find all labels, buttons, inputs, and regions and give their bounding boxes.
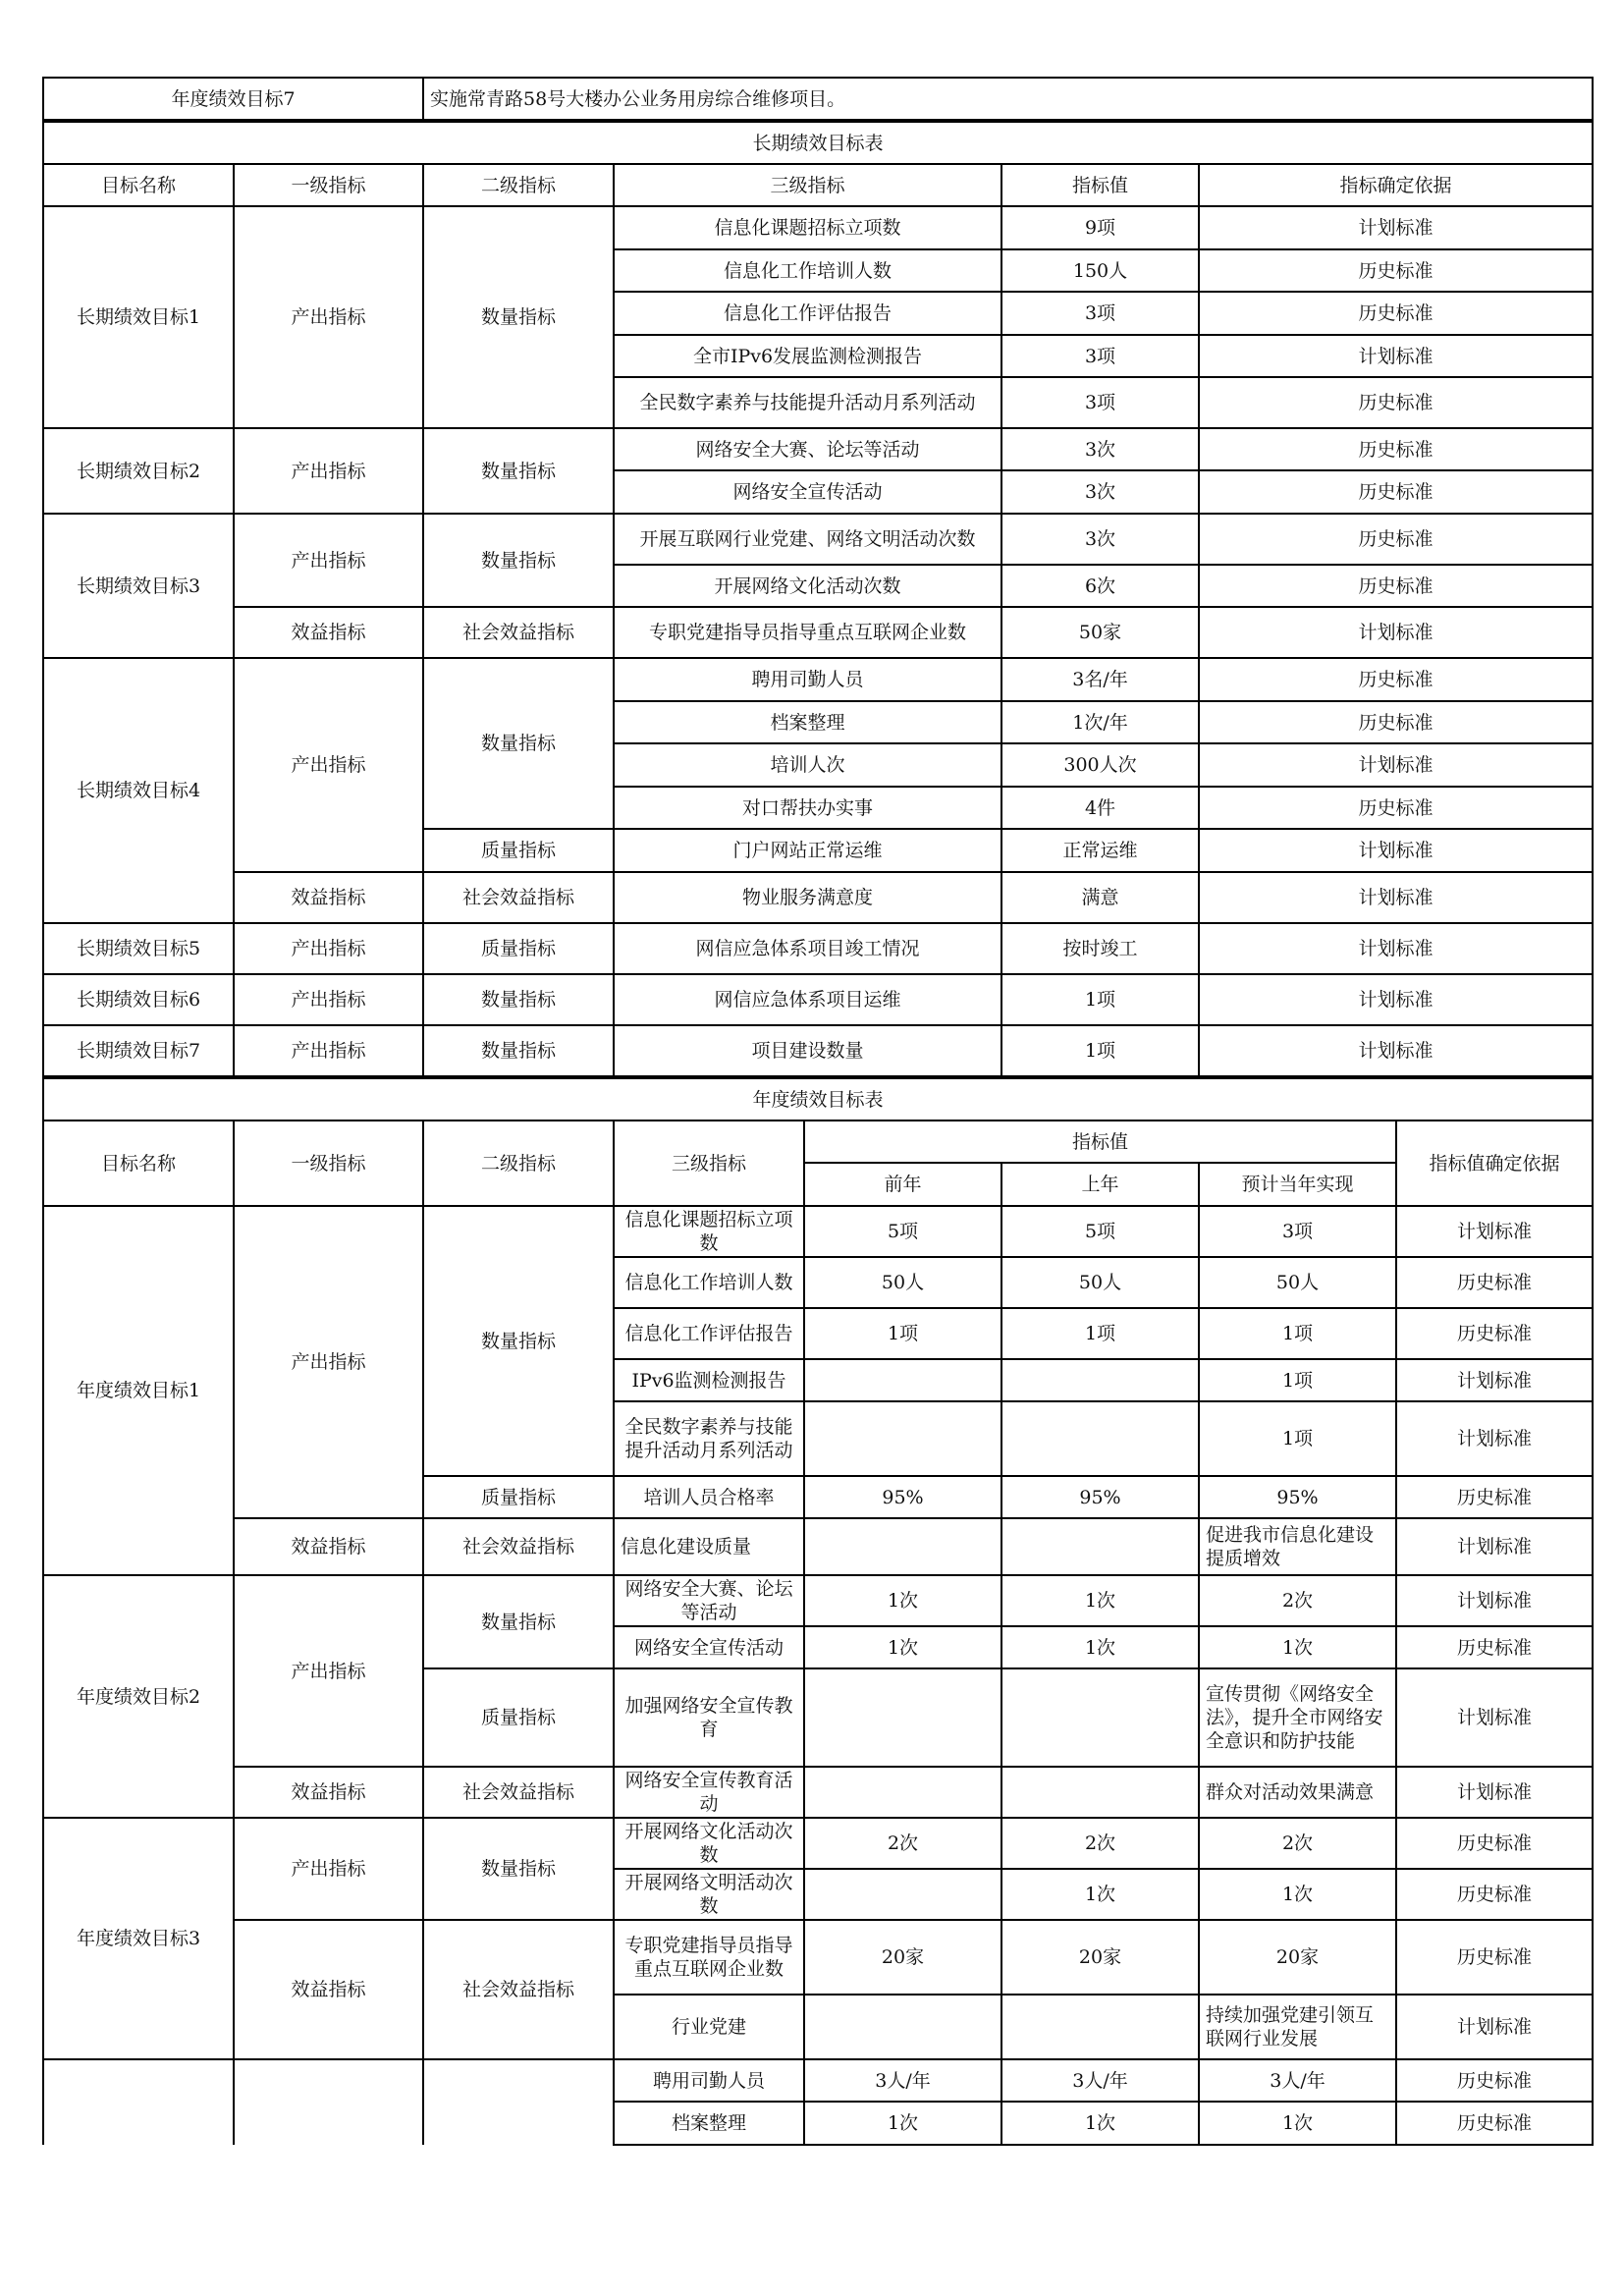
value-prev2: 2次 [804,1818,1001,1869]
table-row [43,514,1593,565]
value-prev2 [804,1869,1001,1920]
value-current: 1项 [1199,1308,1396,1359]
level3-indicator: 门户网站正常运维 [614,829,1001,872]
level2-indicator: 数量指标 [423,1818,614,1920]
long-term-column-header: 指标确定依据 [1199,164,1593,206]
annual-title: 年度绩效目标表 [43,1078,1593,1121]
indicator-value: 4件 [1001,787,1199,829]
level3-indicator: 开展网络文明活动次数 [614,1869,804,1920]
annual-column-header: 指标值确定依据 [1396,1121,1593,1206]
header-value: 实施常青路58号大楼办公业务用房综合维修项目。 [423,78,1593,120]
value-prev1 [1001,1518,1199,1575]
level2-indicator [423,2059,614,2145]
indicator-basis: 计划标准 [1396,1767,1593,1818]
level1-indicator: 产出指标 [234,658,423,872]
table-row [43,1206,1593,1257]
level1-indicator: 产出指标 [234,923,423,974]
level3-indicator: 培训人次 [614,743,1001,787]
goal-name: 年度绩效目标1 [43,1206,234,1575]
level2-indicator: 社会效益指标 [423,872,614,923]
level2-indicator: 社会效益指标 [423,1518,614,1575]
level3-indicator: 网络安全大赛、论坛等活动 [614,1575,804,1626]
level3-indicator: 信息化工作培训人数 [614,249,1001,292]
level3-indicator: 信息化课题招标立项数 [614,206,1001,249]
value-prev1 [1001,1401,1199,1476]
level3-indicator: 网络安全宣传教育活动 [614,1767,804,1818]
indicator-basis: 计划标准 [1199,974,1593,1025]
value-current: 宣传贯彻《网络安全法》，提升全市网络安全意识和防护技能 [1199,1668,1396,1767]
level2-indicator: 社会效益指标 [423,607,614,658]
level2-indicator: 社会效益指标 [423,1920,614,2059]
header-label: 年度绩效目标7 [43,78,423,120]
indicator-basis: 历史标准 [1199,514,1593,565]
indicator-basis: 历史标准 [1396,1476,1593,1518]
level3-indicator: 聘用司勤人员 [614,2059,804,2102]
level1-indicator: 产出指标 [234,206,423,428]
level3-indicator: 加强网络安全宣传教育 [614,1668,804,1767]
level2-indicator: 质量指标 [423,1476,614,1518]
long-term-column-header: 指标值 [1001,164,1199,206]
indicator-value: 3项 [1001,335,1199,377]
level3-indicator: 行业党建 [614,1995,804,2059]
level1-indicator: 产出指标 [234,1575,423,1767]
value-prev1 [1001,1359,1199,1401]
level1-indicator: 产出指标 [234,514,423,607]
goal-name: 年度绩效目标2 [43,1575,234,1818]
level3-indicator: 档案整理 [614,701,1001,743]
value-prev1: 95% [1001,1476,1199,1518]
goal-name: 长期绩效目标6 [43,974,234,1025]
level3-indicator: 专职党建指导员指导重点互联网企业数 [614,1920,804,1995]
level2-indicator: 质量指标 [423,923,614,974]
value-prev2 [804,1767,1001,1818]
annual-value-subheader: 上年 [1001,1163,1199,1206]
indicator-value: 满意 [1001,872,1199,923]
indicator-value: 1项 [1001,1025,1199,1076]
level3-indicator: 对口帮扶办实事 [614,787,1001,829]
table-row [43,2059,1593,2102]
level3-indicator: 培训人员合格率 [614,1476,804,1518]
value-prev1: 1次 [1001,1869,1199,1920]
value-prev2: 5项 [804,1206,1001,1257]
level2-indicator: 质量指标 [423,1668,614,1767]
indicator-value: 50家 [1001,607,1199,658]
annual-table [42,1077,1594,2146]
long-term-column-header: 二级指标 [423,164,614,206]
indicator-value: 按时竣工 [1001,923,1199,974]
annual-column-header: 指标值 [804,1121,1396,1163]
value-prev2 [804,1995,1001,2059]
level3-indicator: 信息化工作评估报告 [614,292,1001,335]
table-row [43,206,1593,249]
level1-indicator: 产出指标 [234,1025,423,1076]
performance-goal-document [42,77,1592,2146]
long-term-column-header: 三级指标 [614,164,1001,206]
level1-indicator: 效益指标 [234,607,423,658]
level2-indicator: 质量指标 [423,829,614,872]
value-prev2: 3人/年 [804,2059,1001,2102]
indicator-value: 3次 [1001,428,1199,470]
indicator-value: 3次 [1001,470,1199,514]
value-prev1: 50人 [1001,1257,1199,1308]
level1-indicator: 产出指标 [234,428,423,514]
level1-indicator: 产出指标 [234,1206,423,1518]
indicator-basis: 历史标准 [1396,1257,1593,1308]
indicator-basis: 历史标准 [1396,1308,1593,1359]
value-current: 95% [1199,1476,1396,1518]
annual-value-subheader: 预计当年实现 [1199,1163,1396,1206]
indicator-value: 3名/年 [1001,658,1199,701]
level3-indicator: 全民数字素养与技能提升活动月系列活动 [614,1401,804,1476]
indicator-basis: 历史标准 [1199,701,1593,743]
annual-column-header: 一级指标 [234,1121,423,1206]
level3-indicator: 网络安全宣传活动 [614,470,1001,514]
goal-name: 长期绩效目标3 [43,514,234,658]
goal-name: 长期绩效目标4 [43,658,234,923]
indicator-value: 150人 [1001,249,1199,292]
long-term-column-header: 目标名称 [43,164,234,206]
annual-column-header: 三级指标 [614,1121,804,1206]
indicator-basis: 历史标准 [1396,1626,1593,1668]
value-prev2: 1次 [804,1626,1001,1668]
value-prev2: 1项 [804,1308,1001,1359]
level3-indicator: 开展互联网行业党建、网络文明活动次数 [614,514,1001,565]
indicator-value: 9项 [1001,206,1199,249]
value-prev1 [1001,1995,1199,2059]
table-row [43,428,1593,470]
level3-indicator: 网信应急体系项目运维 [614,974,1001,1025]
indicator-value: 6次 [1001,565,1199,607]
value-prev1: 1次 [1001,1626,1199,1668]
goal-name: 长期绩效目标7 [43,1025,234,1076]
goal-name: 长期绩效目标2 [43,428,234,514]
value-current: 3人/年 [1199,2059,1396,2102]
value-prev1 [1001,1668,1199,1767]
indicator-basis: 历史标准 [1396,1920,1593,1995]
value-current: 50人 [1199,1257,1396,1308]
goal-name: 长期绩效目标1 [43,206,234,428]
level3-indicator: 信息化工作培训人数 [614,1257,804,1308]
indicator-value: 3次 [1001,514,1199,565]
level3-indicator: 网络安全大赛、论坛等活动 [614,428,1001,470]
value-prev1: 1项 [1001,1308,1199,1359]
value-current: 2次 [1199,1575,1396,1626]
indicator-value: 3项 [1001,292,1199,335]
level3-indicator: 项目建设数量 [614,1025,1001,1076]
value-prev1: 2次 [1001,1818,1199,1869]
indicator-basis: 历史标准 [1199,292,1593,335]
indicator-basis: 计划标准 [1396,1575,1593,1626]
value-prev2: 20家 [804,1920,1001,1995]
level3-indicator: 物业服务满意度 [614,872,1001,923]
level3-indicator: 全民数字素养与技能提升活动月系列活动 [614,377,1001,428]
level3-indicator: 信息化课题招标立项数 [614,1206,804,1257]
level3-indicator: 聘用司勤人员 [614,658,1001,701]
table-row [43,607,1593,658]
value-prev2 [804,1668,1001,1767]
level2-indicator: 数量指标 [423,658,614,829]
value-prev2 [804,1359,1001,1401]
value-current: 2次 [1199,1818,1396,1869]
indicator-value: 1次/年 [1001,701,1199,743]
indicator-basis: 历史标准 [1396,1818,1593,1869]
indicator-basis: 计划标准 [1396,1518,1593,1575]
level1-indicator: 效益指标 [234,872,423,923]
annual-column-header: 目标名称 [43,1121,234,1206]
value-prev2 [804,1401,1001,1476]
level2-indicator: 数量指标 [423,974,614,1025]
indicator-basis: 历史标准 [1199,787,1593,829]
indicator-basis: 计划标准 [1396,1668,1593,1767]
level3-indicator: 档案整理 [614,2102,804,2145]
value-current: 20家 [1199,1920,1396,1995]
value-prev1 [1001,1767,1199,1818]
indicator-basis: 计划标准 [1199,872,1593,923]
value-current: 1项 [1199,1401,1396,1476]
annual-value-subheader: 前年 [804,1163,1001,1206]
level3-indicator: 开展网络文化活动次数 [614,565,1001,607]
value-current: 1次 [1199,1869,1396,1920]
value-prev2: 1次 [804,2102,1001,2145]
value-current: 促进我市信息化建设提质增效 [1199,1518,1396,1575]
indicator-basis: 计划标准 [1199,206,1593,249]
level2-indicator: 数量指标 [423,1206,614,1476]
indicator-basis: 历史标准 [1396,2059,1593,2102]
table-row [43,658,1593,701]
indicator-basis: 历史标准 [1396,1869,1593,1920]
table-row [43,872,1593,923]
level1-indicator [234,2059,423,2145]
long-term-column-header: 一级指标 [234,164,423,206]
goal-name [43,2059,234,2145]
value-current: 持续加强党建引领互联网行业发展 [1199,1995,1396,2059]
indicator-value: 3项 [1001,377,1199,428]
value-prev1: 1次 [1001,2102,1199,2145]
value-prev1: 20家 [1001,1920,1199,1995]
level1-indicator: 效益指标 [234,1767,423,1818]
value-prev1: 3人/年 [1001,2059,1199,2102]
level3-indicator: 网络安全宣传活动 [614,1626,804,1668]
value-current: 1次 [1199,1626,1396,1668]
indicator-basis: 计划标准 [1396,1359,1593,1401]
indicator-value: 正常运维 [1001,829,1199,872]
value-current: 1项 [1199,1359,1396,1401]
indicator-basis: 计划标准 [1396,1206,1593,1257]
indicator-basis: 历史标准 [1199,377,1593,428]
value-current: 群众对活动效果满意 [1199,1767,1396,1818]
level2-indicator: 数量指标 [423,428,614,514]
level2-indicator: 数量指标 [423,1025,614,1076]
indicator-basis: 计划标准 [1396,1401,1593,1476]
level2-indicator: 数量指标 [423,514,614,607]
table-row [43,1767,1593,1818]
level1-indicator: 效益指标 [234,1518,423,1575]
indicator-basis: 历史标准 [1199,565,1593,607]
value-current: 3项 [1199,1206,1396,1257]
indicator-basis: 历史标准 [1199,249,1593,292]
level1-indicator: 产出指标 [234,974,423,1025]
annual-column-header: 二级指标 [423,1121,614,1206]
indicator-basis: 计划标准 [1199,829,1593,872]
table-row [43,1518,1593,1575]
level1-indicator: 产出指标 [234,1818,423,1920]
goal-name: 长期绩效目标5 [43,923,234,974]
value-prev1: 1次 [1001,1575,1199,1626]
level3-indicator: 网信应急体系项目竣工情况 [614,923,1001,974]
value-prev2: 95% [804,1476,1001,1518]
table-row [43,923,1593,974]
indicator-basis: 历史标准 [1199,470,1593,514]
table-row [43,1920,1593,1995]
level3-indicator: 信息化工作评估报告 [614,1308,804,1359]
indicator-basis: 历史标准 [1199,428,1593,470]
indicator-value: 1项 [1001,974,1199,1025]
indicator-basis: 计划标准 [1199,743,1593,787]
level3-indicator: 信息化建设质量 [614,1518,804,1575]
goal-name: 年度绩效目标3 [43,1818,234,2059]
table-row [43,1575,1593,1626]
level3-indicator: IPv6监测检测报告 [614,1359,804,1401]
value-prev1: 5项 [1001,1206,1199,1257]
level3-indicator: 开展网络文化活动次数 [614,1818,804,1869]
table-row [43,1818,1593,1869]
value-prev2 [804,1518,1001,1575]
value-prev2: 1次 [804,1575,1001,1626]
value-prev2: 50人 [804,1257,1001,1308]
indicator-value: 300人次 [1001,743,1199,787]
level2-indicator: 社会效益指标 [423,1767,614,1818]
level3-indicator: 全市IPv6发展监测检测报告 [614,335,1001,377]
indicator-basis: 计划标准 [1199,607,1593,658]
indicator-basis: 历史标准 [1199,658,1593,701]
header-table [42,77,1594,121]
level1-indicator: 效益指标 [234,1920,423,2059]
level2-indicator: 数量指标 [423,1575,614,1668]
indicator-basis: 计划标准 [1199,923,1593,974]
indicator-basis: 历史标准 [1396,2102,1593,2145]
indicator-basis: 计划标准 [1199,1025,1593,1076]
long-term-table [42,121,1594,1077]
level2-indicator: 数量指标 [423,206,614,428]
indicator-basis: 计划标准 [1199,335,1593,377]
value-current: 1次 [1199,2102,1396,2145]
indicator-basis: 计划标准 [1396,1995,1593,2059]
table-row [43,1025,1593,1076]
table-row [43,974,1593,1025]
long-term-title: 长期绩效目标表 [43,122,1593,164]
level3-indicator: 专职党建指导员指导重点互联网企业数 [614,607,1001,658]
